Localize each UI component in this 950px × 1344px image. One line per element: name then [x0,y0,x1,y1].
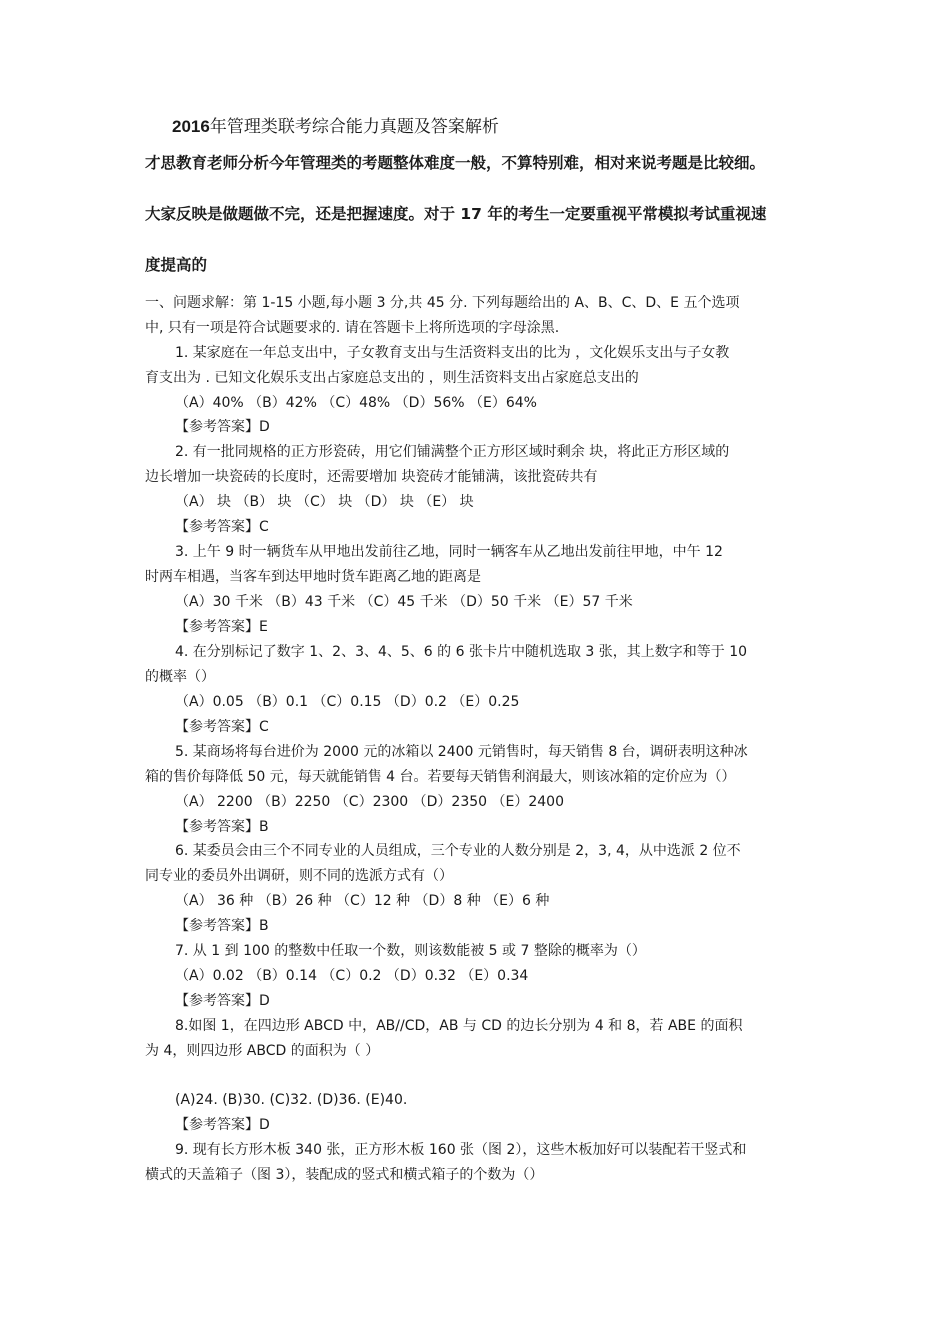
intro-line-1: 才思教育老师分析今年管理类的考题整体难度一般，不算特别难，相对来说考题是比较细。 [145,154,766,172]
question-4-answer: 【参考答案】C [175,719,269,735]
question-3-line-1: 3. 上午 9 时一辆货车从甲地出发前往乙地，同时一辆客车从乙地出发前往甲地，中午 12 [175,544,723,560]
question-8-line-2: 为 4，则四边形 ABCD 的面积为（ ） [145,1043,380,1059]
question-8-answer: 【参考答案】D [175,1117,270,1133]
intro-line-3: 度提高的 [145,256,208,274]
question-2-answer: 【参考答案】C [175,519,269,535]
section-header-line-2: 中, 只有一项是符合试题要求的. 请在答题卡上将所选项的字母涂黑. [145,320,560,336]
question-5-line-2: 箱的售价每降低 50 元，每天就能销售 4 台。若要每天销售利润最大，则该冰箱的定价应为（） [145,769,736,785]
question-8-options: (A)24. (B)30. (C)32. (D)36. (E)40. [175,1092,408,1108]
question-6-options: （A） 36 种 （B）26 种 （C）12 种 （D）8 种 （E）6 种 [175,893,550,909]
question-9-line-1: 9. 现有长方形木板 340 张，正方形木板 160 张（图 2），这些木板加好可以装配若干竖式和 [175,1142,747,1158]
question-4-options: （A）0.05 （B）0.1 （C）0.15 （D）0.2 （E）0.25 [175,694,520,710]
question-6-line-2: 同专业的委员外出调研，则不同的选派方式有（） [145,868,453,884]
question-9-line-2: 横式的天盖箱子（图 3），装配成的竖式和横式箱子的个数为（） [145,1167,544,1183]
question-3-answer: 【参考答案】E [175,619,268,635]
question-1-line-2: 育支出为 . 已知文化娱乐支出占家庭总支出的 ，则生活资料支出占家庭总支出的 [145,370,639,386]
question-7-line-1: 7. 从 1 到 100 的整数中任取一个数，则该数能被 5 或 7 整除的概率为（） [175,943,646,959]
section-header-line-1: 一、问题求解：第 1-15 小题,每小题 3 分,共 45 分. 下列每题给出的 A、B、C、D、E 五个选项 [145,295,740,311]
question-5-line-1: 5. 某商场将每台进价为 2000 元的冰箱以 2400 元销售时，每天销售 8 台，调研表明这种冰 [175,744,748,760]
title-year: 2016 [172,117,210,136]
question-3-line-2: 时两车相遇，当客车到达甲地时货车距离乙地的距离是 [145,569,481,585]
document-title [172,115,499,139]
question-6-line-1: 6. 某委员会由三个不同专业的人员组成，三个专业的人数分别是 2，3, 4，从中选派 2 位不 [175,843,741,859]
question-7-answer: 【参考答案】D [175,993,270,1009]
question-1-answer: 【参考答案】D [175,419,270,435]
question-6-answer: 【参考答案】B [175,918,269,934]
question-1-line-1: 1. 某家庭在一年总支出中，子女教育支出与生活资料支出的比为 ，文化娱乐支出与子女教 [175,345,730,361]
intro-line-2: 大家反映是做题做不完，还是把握速度。对于 17 年的考生一定要重视平常模拟考试重视速 [145,205,767,223]
question-1-options: （A）40% （B）42% （C）48% （D）56% （E）64% [175,395,537,411]
question-2-line-2: 边长增加一块瓷砖的长度时，还需要增加 块瓷砖才能铺满，该批瓷砖共有 [145,469,598,485]
question-5-answer: 【参考答案】B [175,819,269,835]
question-2-options: （A） 块 （B） 块 （C） 块 （D） 块 （E） 块 [175,494,474,510]
question-5-options: （A） 2200 （B）2250 （C）2300 （D）2350 （E）2400 [175,794,564,810]
question-3-options: （A）30 千米 （B）43 千米 （C）45 千米 （D）50 千米 （E）57 千米 [175,594,633,610]
question-8-line-1: 8.如图 1，在四边形 ABCD 中，AB//CD，AB 与 CD 的边长分别为 4 和 8，若 ABE 的面积 [175,1018,743,1034]
question-4-line-2: 的概率（） [145,669,215,685]
question-4-line-1: 4. 在分别标记了数字 1、2、3、4、5、6 的 6 张卡片中随机选取 3 张，其上数字和等于 10 [175,644,748,660]
title-text: 年管理类联考综合能力真题及答案解析 [209,117,499,137]
question-2-line-1: 2. 有一批同规格的正方形瓷砖，用它们铺满整个正方形区域时剩余 块，将此正方形区域的 [175,444,730,460]
question-7-options: （A）0.02 （B）0.14 （C）0.2 （D）0.32 （E）0.34 [175,968,529,984]
